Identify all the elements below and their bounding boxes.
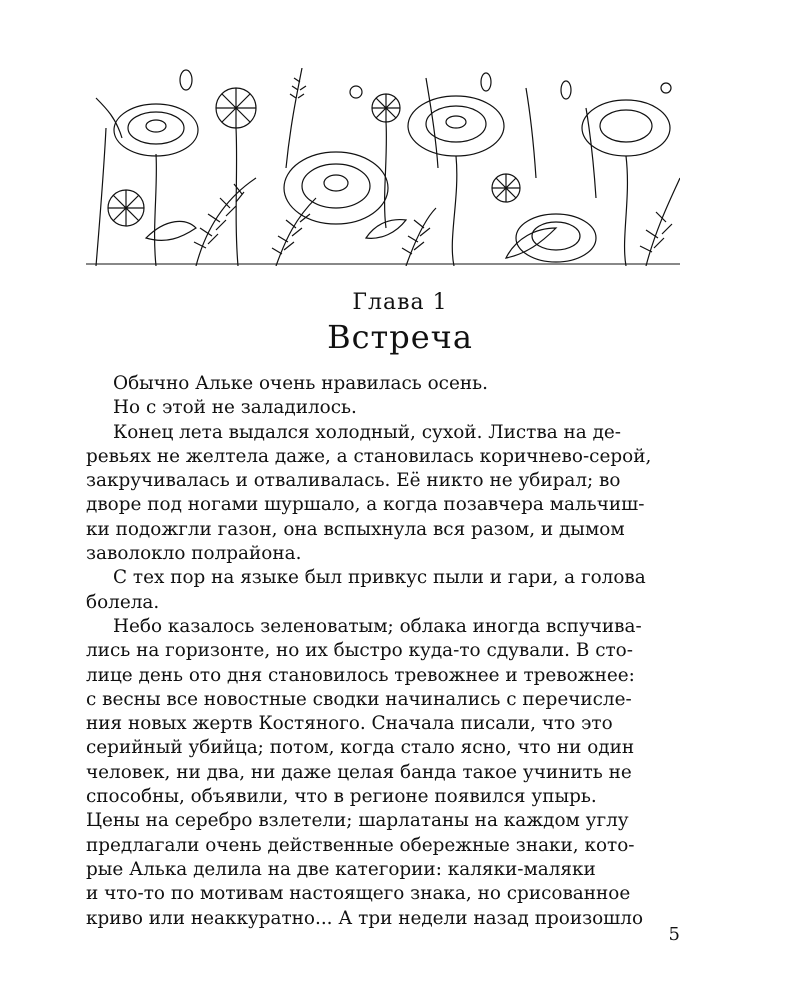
botanical-illustration xyxy=(86,68,680,266)
text-line: и что-то по мотивам настоящего знака, но срисованное xyxy=(86,883,631,905)
text-line: ния новых жертв Костяного. Сначала писали, что это xyxy=(86,713,613,735)
text-line: лице день ото дня становилось тревожнее и тревожнее: xyxy=(86,664,635,686)
text-line: серийный убийца; потом, когда стало ясно, что ни один xyxy=(86,737,635,759)
text-line: дворе под ногами шуршало, а когда позавчера мальчиш- xyxy=(86,494,645,516)
chapter-label: Глава 1 xyxy=(352,290,448,315)
page-number: 5 xyxy=(668,924,680,945)
text-line: С тех пор на языке был привкус пыли и гари, а голова xyxy=(113,567,646,589)
text-line: способны, объявили, что в регионе появился упырь. xyxy=(86,786,597,808)
text-line: криво или неаккуратно... А три недели назад произошло xyxy=(86,907,644,929)
paragraph xyxy=(86,615,680,931)
body-text xyxy=(86,372,680,931)
paragraph xyxy=(86,421,680,567)
text-line: Небо казалось зеленоватым; облака иногда вспучива- xyxy=(113,615,642,637)
text-line: Обычно Альке очень нравилась осень. xyxy=(113,373,488,394)
flowers-border-icon xyxy=(86,68,680,266)
text-line: рые Алька делила на две категории: каляки-маляки xyxy=(86,858,596,880)
text-line: Конец лета выдался холодный, сухой. Листва на де- xyxy=(113,421,621,443)
text-line: лись на горизонте, но их быстро куда-то сдували. В сто- xyxy=(86,640,633,662)
text-line: ревьях не желтела даже, а становилась коричнево-серой, xyxy=(86,445,652,467)
text-line: человек, ни два, ни даже целая банда такое учинить не xyxy=(86,761,632,783)
text-line: с весны все новостные сводки начинались с перечисле- xyxy=(86,688,632,710)
text-line: Но с этой не заладилось. xyxy=(113,397,357,419)
text-line: предлагали очень действенные обережные знаки, кото- xyxy=(86,834,635,856)
paragraph xyxy=(86,566,680,615)
text-line: болела. xyxy=(86,591,160,613)
paragraph xyxy=(86,372,680,396)
text-line: заволокло полрайона. xyxy=(86,543,302,565)
text-line: закручивалась и отваливалась. Её никто не убирал; во xyxy=(86,470,621,492)
paragraph xyxy=(86,396,680,420)
chapter-title: Встреча xyxy=(327,318,473,356)
text-line: Цены на серебро взлетели; шарлатаны на каждом углу xyxy=(86,810,629,832)
text-line: ки подожгли газон, она вспыхнула вся разом, и дымом xyxy=(86,518,625,540)
